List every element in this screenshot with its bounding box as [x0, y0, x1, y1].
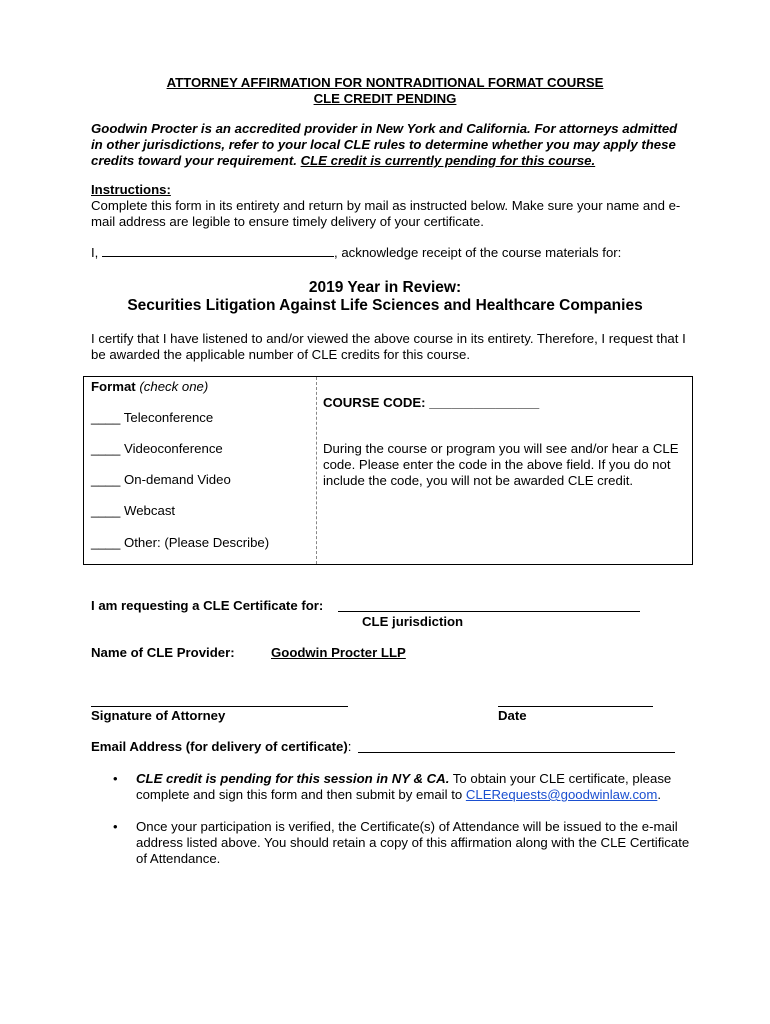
checkbox-blank[interactable]: ____	[91, 441, 121, 456]
acknowledge-suffix: , acknowledge receipt of the course materials for:	[334, 245, 622, 260]
instructions-heading: Instructions:	[91, 182, 171, 197]
format-heading	[91, 379, 208, 394]
certificate-label: I am requesting a CLE Certificate for:	[91, 598, 324, 613]
box-divider	[316, 377, 317, 564]
acknowledge-line	[91, 244, 691, 261]
format-hint: (check one)	[139, 379, 209, 394]
course-title-2: Securities Litigation Against Life Sciences and Healthcare Companies	[127, 297, 643, 314]
format-option-other[interactable]	[91, 535, 269, 550]
bullet-1-text: To obtain your CLE certificate, please complete and sign this form and then submit by email to	[136, 771, 672, 802]
provider-label: Name of CLE Provider:	[91, 645, 235, 660]
checkbox-blank[interactable]: ____	[91, 503, 121, 518]
instructions-section	[91, 182, 691, 230]
instructions-text: Complete this form in its entirety and return by mail as instructed below. Make sure your name and e-mail address are legible to ensure timely delivery of your certificate.	[91, 198, 681, 229]
signature-label: Signature of Attorney	[91, 708, 226, 723]
form-title: ATTORNEY AFFIRMATION FOR NONTRADITIONAL FORMAT COURSE	[166, 75, 604, 90]
email-field[interactable]	[358, 739, 675, 753]
bullet-icon: •	[113, 771, 118, 786]
bullet-1-bold: CLE credit is pending for this session in NY & CA.	[136, 771, 450, 786]
course-code-field[interactable]: _______________	[429, 395, 540, 410]
email-colon: :	[347, 739, 352, 754]
bullet-item-1	[136, 771, 686, 803]
checkbox-blank[interactable]: ____	[91, 472, 121, 487]
bullet-icon: •	[113, 819, 118, 834]
jurisdiction-field[interactable]	[338, 598, 640, 612]
intro-text: Goodwin Procter is an accredited provider in New York and California. For attorneys admitted in other jurisdictions, refer to your local CLE rules to determine whether you may apply these credits toward your requirement.	[91, 121, 678, 168]
format-label: Format	[91, 379, 136, 394]
pending-note: CLE credit is currently pending for this course.	[300, 153, 596, 168]
checkbox-blank[interactable]: ____	[91, 410, 121, 425]
option-label: Webcast	[124, 503, 176, 518]
course-code-line	[323, 395, 539, 410]
date-field[interactable]	[498, 706, 653, 707]
option-label: Videoconference	[124, 441, 223, 456]
certify-text: I certify that I have listened to and/or viewed the above course in its entirety. Therefore, I request that I be awarded the applicable number of CLE credits for this course.	[91, 331, 686, 362]
intro-paragraph	[91, 121, 691, 169]
attorney-name-field[interactable]	[102, 244, 334, 257]
checkbox-blank[interactable]: ____	[91, 535, 121, 550]
acknowledge-prefix: I,	[91, 245, 99, 260]
format-option-teleconference[interactable]	[91, 410, 213, 425]
email-label: Email Address (for delivery of certificate)	[91, 739, 348, 754]
course-title-1: 2019 Year in Review:	[308, 279, 462, 296]
jurisdiction-label: CLE jurisdiction	[362, 614, 464, 629]
format-option-videoconference[interactable]	[91, 441, 223, 456]
email-line	[91, 739, 351, 754]
option-label: On-demand Video	[124, 472, 231, 487]
option-label: Other: (Please Describe)	[124, 535, 270, 550]
provider-value: Goodwin Procter LLP	[271, 645, 406, 660]
bullet-item-2: Once your participation is verified, the Certificate(s) of Attendance will be issued to the e-mail address listed above. You should retain a copy of this affirmation along with the CLE Certificate of Attendance.	[136, 819, 690, 866]
email-link[interactable]: CLERequests@goodwinlaw.com	[465, 787, 658, 802]
signature-field[interactable]	[91, 706, 348, 707]
course-code-note: During the course or program you will see and/or hear a CLE code. Please enter the code in the above field. If you do not include the code, you will not be awarded CLE credit.	[323, 441, 679, 488]
form-subtitle: CLE CREDIT PENDING	[313, 91, 457, 106]
option-label: Teleconference	[123, 410, 214, 425]
format-option-webcast[interactable]	[91, 503, 175, 518]
format-option-on-demand-video[interactable]	[91, 472, 231, 487]
course-code-label: COURSE CODE:	[323, 395, 426, 410]
bullet-1-end: .	[657, 787, 662, 802]
date-label: Date	[498, 708, 527, 723]
